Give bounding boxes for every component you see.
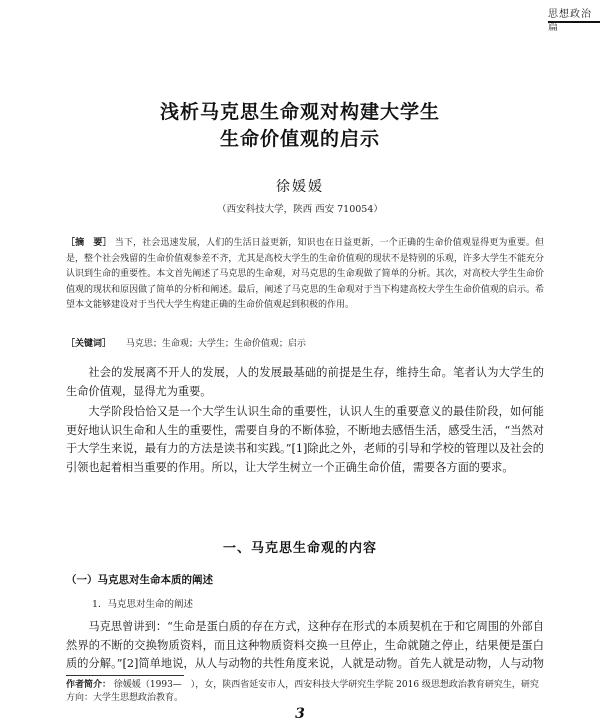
article-title-line-1: 浅析马克思生命观对构建大学生 xyxy=(159,101,440,123)
subsection-heading-1: （一）马克思对生命本质的阐述 xyxy=(66,574,213,586)
section-heading-1: 一、马克思生命观的内容 xyxy=(222,541,377,556)
keywords-text: 马克思；生命观；大学生；生命价值观；启示 xyxy=(125,339,306,349)
author-name: 徐媛媛 xyxy=(276,179,324,195)
body-paragraph-3: 马克思曾讲到：“生命是蛋白质的存在方式，这种存在形式的本质契机在于和它周围的外部自然界的不断的交换物质资料，而且这种物质资料交换一旦停止，生命就随之停止，结果便是蛋白质的分解。”[2]简单地说，从人与动物的共性角度来说，人就是动物。首先人就是动物，人与动物 xyxy=(66,620,544,670)
footnote-text: 徐媛媛（1993— ），女，陕西省延安市人，西安科技大学研究生学院 2016 级思想政治教育研究生，研究方向：大学生思想政治教育。 xyxy=(66,680,539,703)
subsubsection-heading-1: 1．马克思对生命的阐述 xyxy=(92,599,194,610)
author-affiliation: （西安科技大学，陕西 西安 710054） xyxy=(217,204,383,215)
footnote-label: 作者简介： xyxy=(66,680,112,690)
keywords-label: ［关键词］ xyxy=(66,339,112,349)
article-title-line-2: 生命价值观的启示 xyxy=(219,128,380,150)
keywords xyxy=(66,336,544,349)
page-number: 3 xyxy=(295,706,305,722)
footnote-divider xyxy=(66,675,184,676)
abstract-label: ［摘 要］ xyxy=(66,238,112,248)
abstract xyxy=(66,236,544,314)
body-paragraph-2: 大学阶段恰恰又是一个大学生认识生命的重要性，认识人生的重要意义的最佳阶段，如何能更好地认识生命和人生的重要性，需要自身的不断体验，不断地去感悟生活，感受生活，“当然对于大学生来说，最有力的方法是读书和实践。”[1]除此之外，老师的引导和学校的管理以及社会的引领也起着相当重要的作用。所以，让大学生树立一个正确生命价值，需要各方面的要求。 xyxy=(66,405,544,474)
journal-section-tag: 思想政治篇 xyxy=(548,8,600,23)
body-paragraph-1: 社会的发展离不开人的发展，人的发展最基础的前提是生存，维持生命。笔者认为大学生的生命价值观，显得尤为重要。 xyxy=(66,366,544,398)
abstract-text: 当下，社会迅速发展，人们的生活日益更新，知识也在日益更新，一个正确的生命价值观显得更为重要。但是，整个社会残留的生命价值观参差不齐，尤其是高校大学生的生命价值观的现状不是特别的乐观，许多大学生不能充分认识到生命的重要性。本文首先阐述了马克思的生命观，对马克思的生命观做了简单的分析。其次，对高校大学生生命价值观的现状和原因做了简单的分析和阐述。最后，阐述了马克思的生命观对于当下构建高校大学生生命价值观的启示。希望本文能够建设对于当代大学生构建正确的生命价值观起到积极的作用。 xyxy=(66,238,544,311)
author-footnote xyxy=(66,679,546,705)
